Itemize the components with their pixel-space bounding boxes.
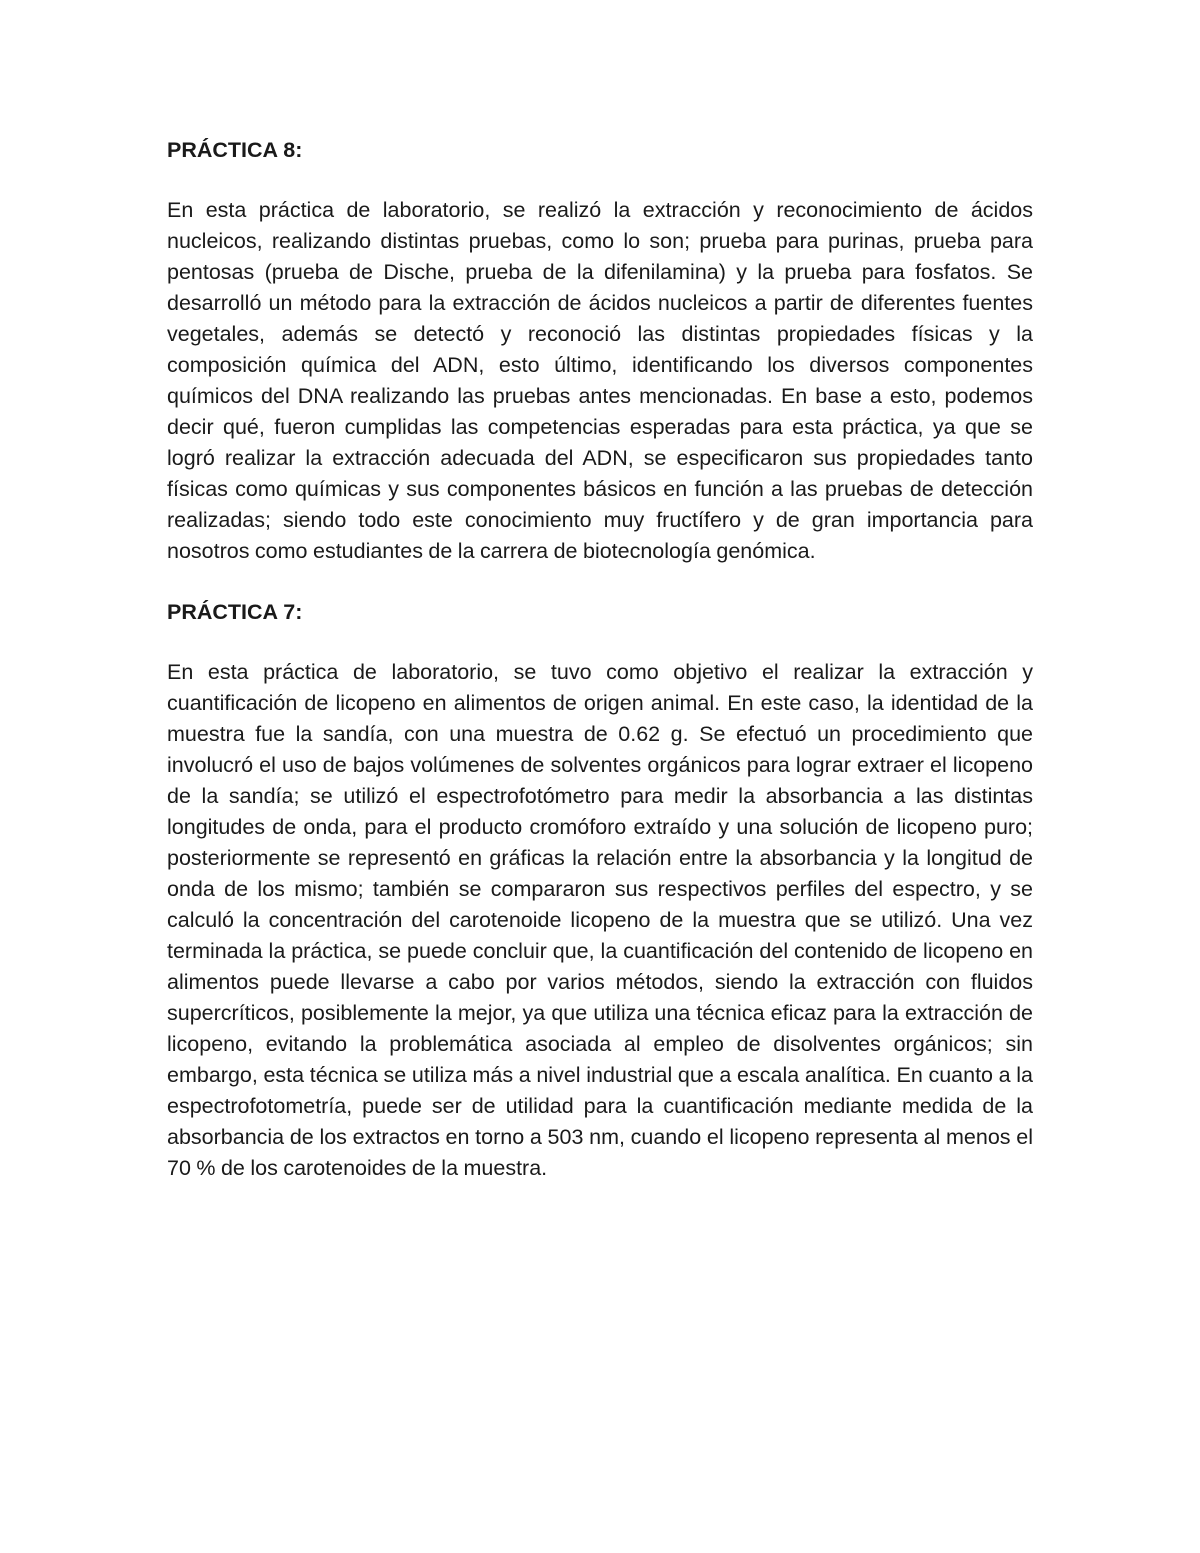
document-content: [167, 135, 1033, 1184]
section-practica-8: [167, 135, 1033, 567]
section-paragraph: En esta práctica de laboratorio, se realizó la extracción y reconocimiento de ácidos nucleicos, realizando distintas pruebas, como lo son; prueba para purinas, prueba para pentosas (prueba de Dische, prueba de la difenilamina) y la prueba para fosfatos. Se desarrolló un método para la extracción de ácidos nucleicos a partir de diferentes fuentes vegetales, además se detectó y reconoció las distintas propiedades físicas y la composición química del ADN, esto último, identificando los diversos componentes químicos del DNA realizando las pruebas antes mencionadas. En base a esto, podemos decir qué, fueron cumplidas las competencias esperadas para esta práctica, ya que se logró realizar la extracción adecuada del ADN, se especificaron sus propiedades tanto físicas como químicas y sus componentes básicos en función a las pruebas de detección realizadas; siendo todo este conocimiento muy fructífero y de gran importancia para nosotros como estudiantes de la carrera de biotecnología genómica.: [167, 198, 1033, 563]
section-heading: PRÁCTICA 8:: [167, 138, 303, 162]
section-practica-7: [167, 597, 1033, 1184]
section-heading: PRÁCTICA 7:: [167, 600, 303, 624]
section-paragraph: En esta práctica de laboratorio, se tuvo como objetivo el realizar la extracción y cuantificación de licopeno en alimentos de origen animal. En este caso, la identidad de la muestra fue la sandía, con una muestra de 0.62 g. Se efectuó un procedimiento que involucró el uso de bajos volúmenes de solventes orgánicos para lograr extraer el licopeno de la sandía; se utilizó el espectrofotómetro para medir la absorbancia a las distintas longitudes de onda, para el producto cromóforo extraído y una solución de licopeno puro; posteriormente se representó en gráficas la relación entre la absorbancia y la longitud de onda de los mismo; también se compararon sus respectivos perfiles del espectro, y se calculó la concentración del carotenoide licopeno de la muestra que se utilizó. Una vez terminada la práctica, se puede concluir que, la cuantificación del contenido de licopeno en alimentos puede llevarse a cabo por varios métodos, siendo la extracción con fluidos supercríticos, posiblemente la mejor, ya que utiliza una técnica eficaz para la extracción de licopeno, evitando la problemática asociada al empleo de disolventes orgánicos; sin embargo, esta técnica se utiliza más a nivel industrial que a escala analítica. En cuanto a la espectrofotometría, puede ser de utilidad para la cuantificación mediante medida de la absorbancia de los extractos en torno a 503 nm, cuando el licopeno representa al menos el 70 % de los carotenoides de la muestra.: [167, 660, 1033, 1180]
